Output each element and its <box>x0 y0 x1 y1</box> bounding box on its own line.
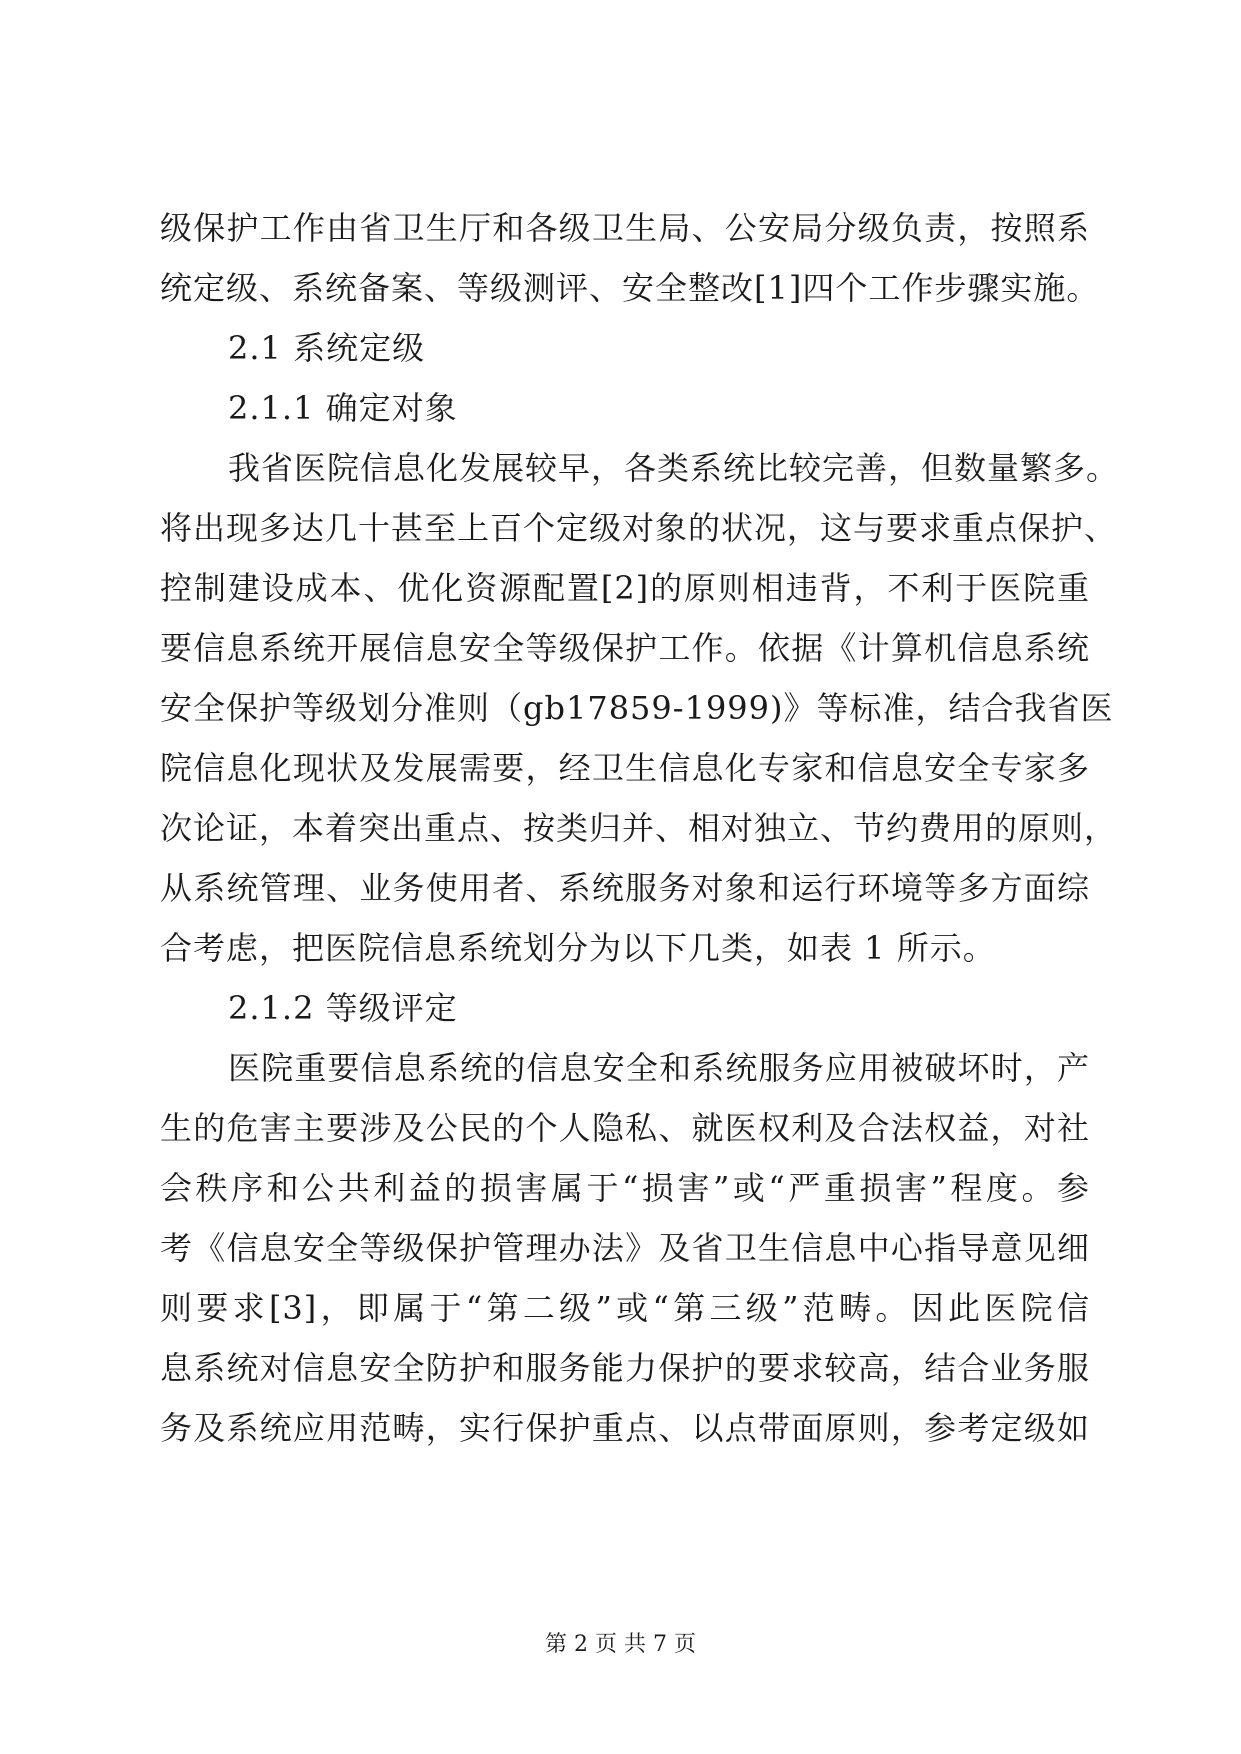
body-line: 务及系统应用范畴，实行保护重点、以点带面原则，参考定级如 <box>160 1409 1090 1447</box>
subsection-heading: 2.1.2 等级评定 <box>228 989 458 1027</box>
body-line: 会秩序和公共利益的损害属于“损害”或“严重损害”程度。参 <box>160 1169 1090 1207</box>
body-line: 医院重要信息系统的信息安全和系统服务应用被破坏时，产 <box>228 1049 1090 1087</box>
body-line: 级保护工作由省卫生厅和各级卫生局、公安局分级负责，按照系 <box>160 209 1090 247</box>
body-line: 安全保护等级划分准则（gb17859-1999)》等标准，结合我省医 <box>160 689 1114 727</box>
body-line: 院信息化现状及发展需要，经卫生信息化专家和信息安全专家多 <box>160 749 1090 787</box>
body-line: 我省医院信息化发展较早，各类系统比较完善，但数量繁多。 <box>228 449 1120 487</box>
body-line: 生的危害主要涉及公民的个人隐私、就医权利及合法权益，对社 <box>160 1109 1090 1147</box>
body-line: 次论证，本着突出重点、按类归并、相对独立、节约费用的原则， <box>160 809 1118 847</box>
section-heading: 2.1 系统定级 <box>228 329 426 367</box>
body-line: 息系统对信息安全防护和服务能力保护的要求较高，结合业务服 <box>160 1349 1090 1387</box>
body-line: 考《信息安全等级保护管理办法》及省卫生信息中心指导意见细 <box>160 1229 1090 1267</box>
body-line: 合考虑，把医院信息系统划分为以下几类，如表 1 所示。 <box>160 929 996 967</box>
subsection-heading: 2.1.1 确定对象 <box>228 389 458 427</box>
body-line: 从系统管理、业务使用者、系统服务对象和运行环境等多方面综 <box>160 869 1090 907</box>
page-number-footer: 第 2 页 共 7 页 <box>545 1632 696 1657</box>
body-line: 要信息系统开展信息安全等级保护工作。依据《计算机信息系统 <box>160 629 1090 667</box>
body-line: 统定级、系统备案、等级测评、安全整改[1]四个工作步骤实施。 <box>160 269 1100 307</box>
body-line: 控制建设成本、优化资源配置[2]的原则相违背，不利于医院重 <box>160 569 1090 607</box>
body-line: 则要求[3]，即属于“第二级”或“第三级”范畴。因此医院信 <box>160 1289 1090 1327</box>
body-line: 将出现多达几十甚至上百个定级对象的状况，这与要求重点保护、 <box>160 509 1118 547</box>
